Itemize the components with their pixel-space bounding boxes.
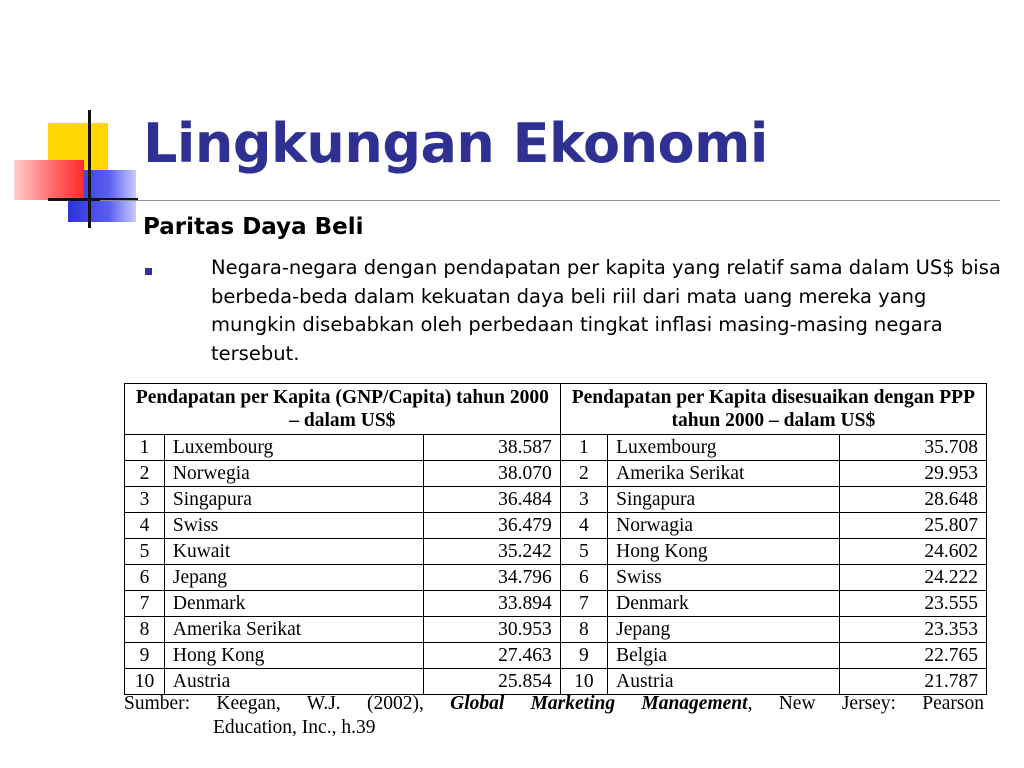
right-country-cell: Belgia: [608, 643, 840, 669]
table-row: [125, 617, 987, 643]
right-value-cell: 28.648: [840, 487, 987, 513]
left-country-cell: Denmark: [164, 591, 423, 617]
left-country-cell: Swiss: [164, 513, 423, 539]
left-value-cell: 34.796: [423, 565, 560, 591]
right-value-cell: 29.953: [840, 461, 987, 487]
bullet-text: Negara-negara dengan pendapatan per kapita yang relatif sama dalam US$ bisa berbeda-beda dalam kekuatan daya beli riil dari mata uang mereka yang mungkin disebabkan oleh perbedaan tingkat inflasi masing-masing negara tersebut.: [211, 256, 1001, 365]
deco-vertical-line: [88, 110, 91, 228]
right-rank-cell: 1: [560, 435, 607, 461]
left-value-cell: 38.070: [423, 461, 560, 487]
right-table-header: Pendapatan per Kapita disesuaikan dengan PPP tahun 2000 – dalam US$: [560, 384, 986, 435]
left-rank-cell: 6: [125, 565, 165, 591]
left-rank-cell: 9: [125, 643, 165, 669]
left-country-cell: Hong Kong: [164, 643, 423, 669]
right-value-cell: 21.787: [840, 669, 987, 695]
right-country-cell: Swiss: [608, 565, 840, 591]
left-value-cell: 33.894: [423, 591, 560, 617]
right-rank-cell: 2: [560, 461, 607, 487]
right-rank-cell: 7: [560, 591, 607, 617]
source-citation-line2: Education, Inc., h.39: [213, 717, 376, 738]
right-rank-cell: 6: [560, 565, 607, 591]
slide-title: Lingkungan Ekonomi: [143, 112, 768, 175]
right-rank-cell: 3: [560, 487, 607, 513]
left-rank-cell: 4: [125, 513, 165, 539]
table-row: [125, 565, 987, 591]
right-country-cell: Jepang: [608, 617, 840, 643]
right-rank-cell: 9: [560, 643, 607, 669]
table-header-row: [125, 384, 987, 435]
table-row: [125, 591, 987, 617]
right-country-cell: Hong Kong: [608, 539, 840, 565]
slide-subtitle: Paritas Daya Beli: [143, 214, 364, 240]
left-country-cell: Austria: [164, 669, 423, 695]
right-rank-cell: 10: [560, 669, 607, 695]
right-value-cell: 35.708: [840, 435, 987, 461]
right-value-cell: 22.765: [840, 643, 987, 669]
left-rank-cell: 5: [125, 539, 165, 565]
right-rank-cell: 4: [560, 513, 607, 539]
table-row: [125, 461, 987, 487]
table-row: [125, 643, 987, 669]
right-country-cell: Norwagia: [608, 513, 840, 539]
left-value-cell: 27.463: [423, 643, 560, 669]
right-value-cell: 24.602: [840, 539, 987, 565]
right-country-cell: Austria: [608, 669, 840, 695]
income-comparison-table: [124, 383, 987, 695]
left-table-header: Pendapatan per Kapita (GNP/Capita) tahun 2000 – dalam US$: [125, 384, 561, 435]
right-country-cell: Denmark: [608, 591, 840, 617]
left-country-cell: Luxembourg: [164, 435, 423, 461]
right-country-cell: Amerika Serikat: [608, 461, 840, 487]
left-country-cell: Kuwait: [164, 539, 423, 565]
left-rank-cell: 8: [125, 617, 165, 643]
source-prefix: Sumber: Keegan, W.J. (2002),: [124, 693, 424, 714]
left-rank-cell: 7: [125, 591, 165, 617]
left-rank-cell: 2: [125, 461, 165, 487]
table-row: [125, 513, 987, 539]
left-value-cell: 25.854: [423, 669, 560, 695]
left-value-cell: 38.587: [423, 435, 560, 461]
right-value-cell: 24.222: [840, 565, 987, 591]
left-country-cell: Amerika Serikat: [164, 617, 423, 643]
right-country-cell: Luxembourg: [608, 435, 840, 461]
table-row: [125, 487, 987, 513]
left-rank-cell: 3: [125, 487, 165, 513]
table-body: [125, 435, 987, 695]
bullet-square-icon: [145, 268, 152, 275]
source-citation: [124, 692, 984, 716]
left-value-cell: 30.953: [423, 617, 560, 643]
source-suffix: , New Jersey: Pearson: [747, 693, 985, 714]
right-value-cell: 25.807: [840, 513, 987, 539]
table-row: [125, 539, 987, 565]
left-country-cell: Jepang: [164, 565, 423, 591]
right-rank-cell: 5: [560, 539, 607, 565]
left-country-cell: Singapura: [164, 487, 423, 513]
left-rank-cell: 1: [125, 435, 165, 461]
table-row: [125, 669, 987, 695]
right-rank-cell: 8: [560, 617, 607, 643]
deco-red-square: [14, 160, 84, 200]
right-value-cell: 23.353: [840, 617, 987, 643]
right-value-cell: 23.555: [840, 591, 987, 617]
title-divider: [100, 200, 1000, 201]
left-value-cell: 36.484: [423, 487, 560, 513]
left-rank-cell: 10: [125, 669, 165, 695]
left-value-cell: 36.479: [423, 513, 560, 539]
right-country-cell: Singapura: [608, 487, 840, 513]
left-country-cell: Norwegia: [164, 461, 423, 487]
left-value-cell: 35.242: [423, 539, 560, 565]
source-book-title: Global Marketing Management: [450, 693, 748, 714]
table-row: [125, 435, 987, 461]
